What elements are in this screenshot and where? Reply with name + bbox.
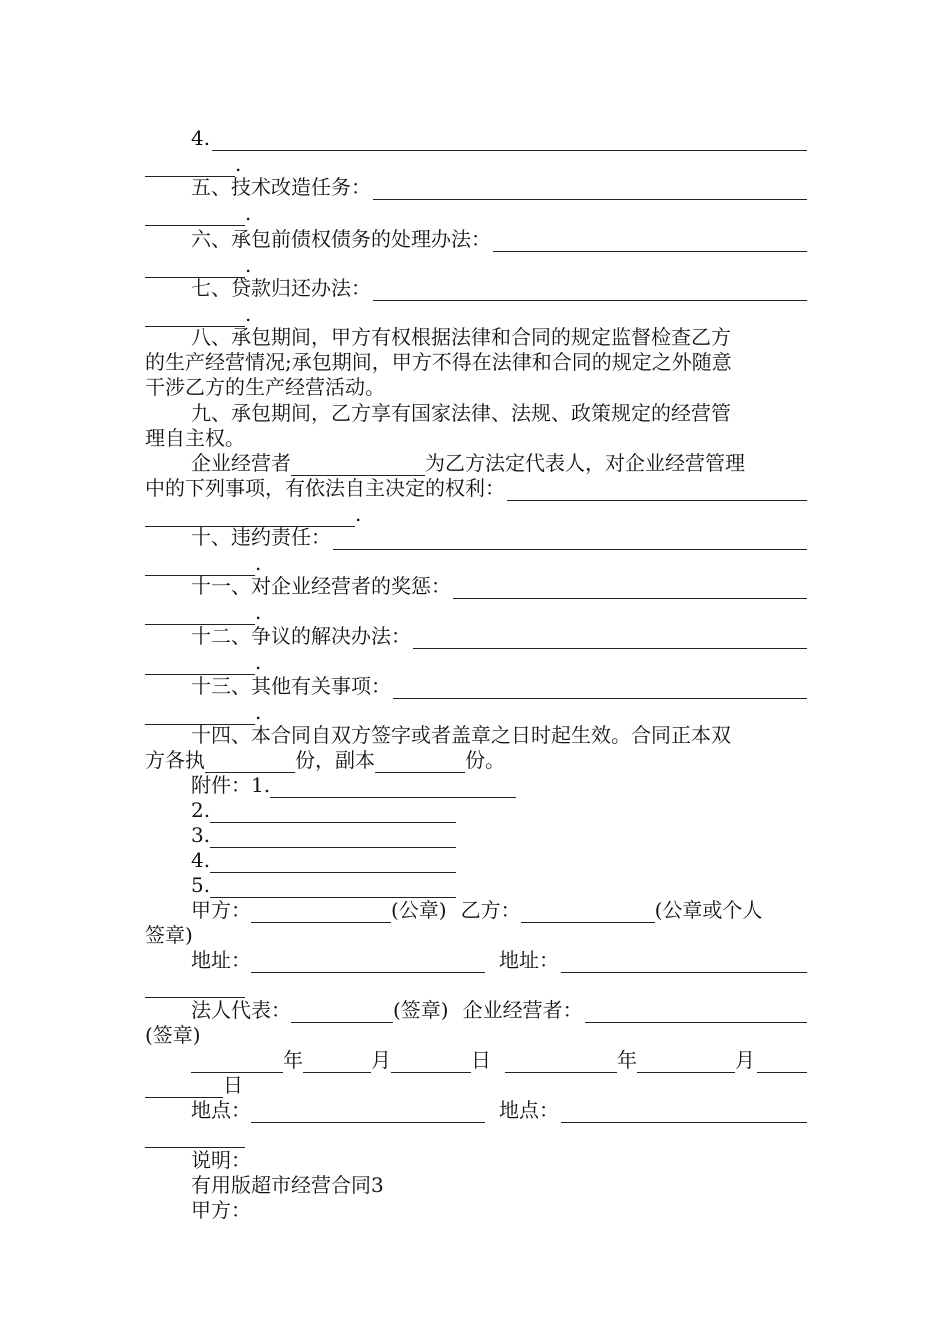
item-4-number: 4. — [191, 126, 211, 150]
item-10-label: 十、违约责任： — [191, 525, 331, 549]
party-a-place-label: 地点： — [191, 1098, 251, 1122]
operator-clause-text: 为乙方法定代表人，对企业经营管理 — [425, 451, 745, 475]
next-contract-party-a: 甲方： — [191, 1198, 251, 1222]
party-b-address-label: 地址： — [499, 948, 559, 972]
party-b-place-blank — [561, 1103, 807, 1123]
period: . — [245, 201, 252, 225]
attachment-1-blank — [270, 778, 516, 798]
legal-rep-label: 法人代表： — [191, 998, 291, 1022]
item-13 — [145, 673, 807, 699]
party-a-blank — [251, 903, 391, 923]
operator-sign-label: 企业经营者： — [462, 998, 583, 1022]
item-8-line-3: 干涉乙方的生产经营活动。 — [145, 375, 385, 399]
party-b-address-blank — [561, 953, 807, 973]
party-a-month: 月 — [371, 1048, 391, 1072]
duplicate-copies-blank — [375, 753, 465, 773]
attachment-3 — [145, 822, 807, 848]
item-10 — [145, 524, 807, 550]
continuation-blank — [145, 206, 245, 226]
item-5-label: 五、技术改造任务： — [191, 175, 371, 199]
attachment-2-blank — [210, 803, 456, 823]
period: . — [255, 650, 262, 674]
item-7-label: 七、贷款归还办法： — [191, 276, 371, 300]
item-12 — [145, 623, 807, 649]
item-12-label: 十二、争议的解决办法： — [191, 624, 411, 648]
attachment-2 — [145, 797, 807, 823]
item-14-end: 份。 — [465, 748, 505, 772]
legal-rep-sign: (签章) — [393, 998, 449, 1022]
party-b-place-label: 地点： — [499, 1098, 559, 1122]
attachment-1 — [145, 772, 807, 798]
item-4-blank — [212, 131, 807, 151]
party-b-year: 年 — [617, 1048, 637, 1072]
attachment-4 — [145, 847, 807, 873]
item-14-copies-label: 方各执 — [145, 748, 205, 772]
next-contract-title: 有用版超市经营合同3 — [191, 1173, 384, 1197]
item-8-line-1: 八、承包期间，甲方有权根据法律和合同的规定监督检查乙方 — [191, 325, 731, 349]
item-14-line-1: 十四、本合同自双方签字或者盖章之日时起生效。合同正本双 — [191, 723, 731, 747]
item-12-continuation — [145, 649, 807, 675]
operator-clause-line-1 — [145, 450, 807, 476]
item-13-blank — [393, 679, 807, 699]
party-b-label: 乙方： — [460, 898, 521, 922]
note-label: 说明： — [191, 1148, 251, 1172]
attachment-3-blank — [210, 828, 456, 848]
continuation-blank — [145, 605, 255, 625]
attachment-5-blank — [210, 878, 456, 898]
party-a-day-blank — [391, 1053, 471, 1073]
period: . — [255, 700, 262, 724]
item-10-blank — [333, 530, 807, 550]
party-a-year: 年 — [283, 1048, 303, 1072]
item-7-blank — [373, 281, 807, 301]
place-continuation — [145, 1122, 807, 1148]
place-row — [145, 1097, 807, 1123]
item-6-label: 六、承包前债权债务的处理办法： — [191, 227, 491, 251]
party-b-day-blank — [757, 1053, 807, 1073]
signature-parties — [145, 897, 807, 923]
party-b-blank — [521, 903, 655, 923]
party-a-address-blank — [251, 953, 485, 973]
item-4 — [145, 125, 807, 151]
item-5 — [145, 174, 807, 200]
party-a-label: 甲方： — [191, 898, 251, 922]
party-a-seal: (公章) — [391, 898, 447, 922]
party-b-month: 月 — [735, 1048, 755, 1072]
attachment-label: 附件：1. — [191, 773, 271, 797]
original-copies-blank — [205, 753, 295, 773]
operator-label: 企业经营者 — [191, 451, 291, 475]
party-b-seal-continuation: 签章) — [145, 923, 193, 947]
party-b-day: 日 — [223, 1073, 243, 1097]
date-continuation — [145, 1072, 807, 1098]
attachment-5 — [145, 872, 807, 898]
item-6 — [145, 226, 807, 252]
attachment-5-number: 5. — [191, 873, 211, 897]
attachment-4-blank — [210, 853, 456, 873]
period: . — [245, 302, 252, 326]
item-13-label: 十三、其他有关事项： — [191, 674, 391, 698]
period: . — [255, 600, 262, 624]
item-12-blank — [413, 629, 807, 649]
operator-rights-blank — [507, 481, 807, 501]
attachment-2-number: 2. — [191, 798, 211, 822]
period: . — [235, 152, 242, 176]
continuation-blank — [145, 978, 245, 998]
operator-name-blank — [291, 456, 425, 476]
operator-sign-continuation: (签章) — [145, 1023, 201, 1047]
item-14-duplicate-label: 份，副本 — [295, 748, 375, 772]
item-11 — [145, 573, 807, 599]
address-continuation — [145, 972, 807, 998]
item-6-blank — [493, 232, 807, 252]
legal-rep-blank — [291, 1003, 393, 1023]
operator-clause-line-2 — [145, 475, 807, 501]
party-a-year-blank — [191, 1053, 283, 1073]
item-11-label: 十一、对企业经营者的奖惩： — [191, 574, 451, 598]
operator-clause-text-2: 中的下列事项，有依法自主决定的权利： — [145, 476, 505, 500]
attachment-3-number: 3. — [191, 823, 211, 847]
party-a-day: 日 — [471, 1048, 491, 1072]
party-b-month-blank — [637, 1053, 735, 1073]
period: . — [255, 551, 262, 575]
date-row — [145, 1047, 807, 1073]
party-a-address-label: 地址： — [191, 948, 251, 972]
item-5-continuation — [145, 200, 807, 226]
period: . — [355, 502, 362, 526]
item-11-blank — [453, 579, 807, 599]
period: . — [245, 253, 252, 277]
continuation-blank — [145, 1128, 245, 1148]
address-row — [145, 947, 807, 973]
item-9-line-1: 九、承包期间，乙方享有国家法律、法规、政策规定的经营管 — [191, 401, 731, 425]
item-7 — [145, 275, 807, 301]
item-11-continuation — [145, 599, 807, 625]
continuation-blank — [145, 1078, 223, 1098]
operator-sign-blank — [585, 1003, 807, 1023]
party-b-seal: (公章或个人 — [654, 898, 763, 922]
item-5-blank — [373, 180, 807, 200]
item-8-line-2: 的生产经营情况;承包期间，甲方不得在法律和合同的规定之外随意 — [145, 350, 732, 374]
party-a-place-blank — [251, 1103, 485, 1123]
item-14-line-2 — [145, 747, 807, 773]
representative-row — [145, 997, 807, 1023]
continuation-blank — [145, 655, 255, 675]
item-9-line-2: 理自主权。 — [145, 426, 245, 450]
party-b-year-blank — [505, 1053, 617, 1073]
attachment-4-number: 4. — [191, 848, 211, 872]
party-a-month-blank — [303, 1053, 371, 1073]
